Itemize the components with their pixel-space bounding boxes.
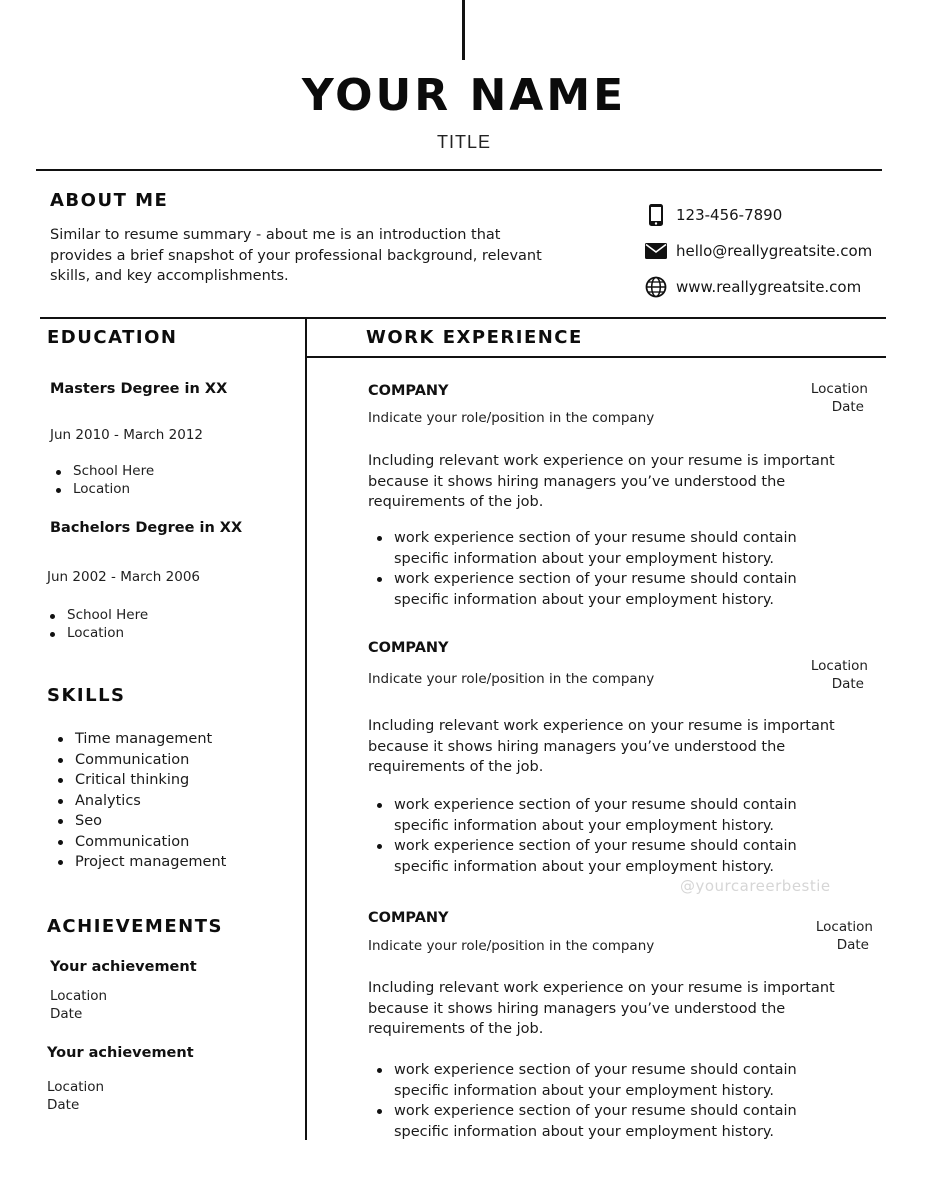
desc-line: requirements of the job. — [368, 494, 544, 510]
list-item: Critical thinking — [53, 770, 226, 791]
achievement-location: Location — [50, 988, 108, 1004]
work-desc-2 — [368, 716, 868, 778]
header-top-line — [462, 0, 465, 60]
achievement-location: Location — [47, 1079, 105, 1095]
desc-line: Including relevant work experience on your resume is important — [368, 718, 835, 734]
work-heading-underline — [307, 356, 886, 358]
list-item: Time management — [53, 729, 226, 750]
list-item — [372, 1101, 872, 1142]
list-item — [372, 836, 872, 877]
section-divider-top — [40, 317, 886, 319]
list-item — [372, 795, 872, 836]
bullet-line: work experience section of your resume should contain — [394, 1103, 797, 1119]
about-line: Similar to resume summary - about me is an introduction that — [50, 227, 501, 243]
work-location: Location — [810, 658, 868, 674]
contact-block — [644, 202, 872, 300]
desc-line: requirements of the job. — [368, 759, 544, 775]
email-text: hello@reallygreatsite.com — [676, 242, 873, 260]
header-divider — [36, 169, 882, 171]
bullet-line: specific information about your employment history. — [394, 591, 775, 608]
desc-line: because it shows hiring managers you’ve understood the — [368, 473, 786, 490]
mail-icon — [644, 239, 668, 263]
phone-icon — [644, 203, 668, 227]
list-item: School Here — [45, 606, 148, 624]
column-divider — [305, 317, 307, 1140]
about-heading: ABOUT ME — [50, 190, 169, 211]
bullet-line: specific information about your employment history. — [394, 817, 775, 834]
achievement-title-2: Your achievement — [47, 1045, 194, 1061]
phone-text: 123-456-7890 — [676, 206, 783, 224]
achievement-meta-1 — [50, 987, 107, 1023]
education-degree-2: Bachelors Degree in XX — [50, 520, 243, 536]
list-item: Analytics — [53, 791, 226, 812]
company-locdate-2 — [811, 657, 868, 693]
achievement-meta-2 — [47, 1078, 104, 1114]
achievement-title-1: Your achievement — [50, 959, 197, 975]
page-title-name: YOUR NAME — [301, 70, 627, 121]
page-subtitle-title: TITLE — [436, 132, 491, 152]
about-text — [50, 225, 610, 287]
company-name-3: COMPANY — [368, 910, 449, 926]
company-role-3: Indicate your role/position in the company — [368, 938, 655, 954]
list-item: Location — [45, 624, 148, 642]
skills-list — [53, 729, 226, 873]
bullet-line: work experience section of your resume should contain — [394, 530, 797, 546]
desc-line: requirements of the job. — [368, 1021, 544, 1037]
list-item — [372, 1060, 872, 1101]
work-date: Date — [831, 399, 864, 415]
list-item: Seo — [53, 811, 226, 832]
contact-email — [644, 238, 872, 264]
contact-phone — [644, 202, 872, 228]
achievement-date: Date — [50, 1006, 83, 1022]
work-location: Location — [810, 381, 868, 397]
watermark-text: @yourcareerbestie — [680, 877, 831, 895]
list-item: Project management — [53, 852, 226, 873]
work-desc-1 — [368, 451, 868, 513]
company-locdate-3 — [816, 918, 873, 954]
company-role-2: Indicate your role/position in the company — [368, 671, 655, 687]
company-role-1: Indicate your role/position in the company — [368, 410, 655, 426]
list-item: Location — [51, 480, 154, 498]
company-locdate-1 — [811, 380, 868, 416]
bullet-line: specific information about your employment history. — [394, 550, 775, 567]
desc-line: because it shows hiring managers you’ve understood the — [368, 1000, 786, 1017]
desc-line: because it shows hiring managers you’ve understood the — [368, 738, 786, 755]
education-list-2 — [45, 606, 148, 642]
skills-heading: SKILLS — [47, 685, 126, 706]
bullet-line: work experience section of your resume should contain — [394, 571, 797, 587]
education-degree-1: Masters Degree in XX — [50, 381, 228, 397]
achievements-heading: ACHIEVEMENTS — [47, 916, 223, 937]
education-dates-2: Jun 2002 - March 2006 — [47, 569, 200, 585]
about-line: provides a brief snapshot of your professional background, relevant — [50, 247, 542, 264]
bullet-line: work experience section of your resume should contain — [394, 838, 797, 854]
work-bullets-3 — [372, 1060, 872, 1142]
company-name-1: COMPANY — [368, 383, 449, 399]
education-list-1 — [51, 462, 154, 498]
work-bullets-2 — [372, 795, 872, 877]
bullet-line: specific information about your employment history. — [394, 1123, 775, 1140]
company-name-2: COMPANY — [368, 640, 449, 656]
contact-website — [644, 274, 872, 300]
list-item: School Here — [51, 462, 154, 480]
bullet-line: specific information about your employment history. — [394, 1082, 775, 1099]
list-item: Communication — [53, 750, 226, 771]
bullet-line: work experience section of your resume should contain — [394, 1062, 797, 1078]
education-dates-1: Jun 2010 - March 2012 — [50, 427, 203, 443]
work-location: Location — [815, 919, 873, 935]
website-text: www.reallygreatsite.com — [676, 278, 862, 296]
bullet-line: work experience section of your resume should contain — [394, 797, 797, 813]
work-date: Date — [831, 676, 864, 692]
list-item — [372, 528, 872, 569]
globe-icon — [644, 275, 668, 299]
education-heading: EDUCATION — [47, 327, 178, 348]
desc-line: Including relevant work experience on your resume is important — [368, 453, 835, 469]
list-item: Communication — [53, 832, 226, 853]
about-line: skills, and key accomplishments. — [50, 268, 289, 284]
work-date: Date — [836, 937, 869, 953]
achievement-date: Date — [47, 1097, 80, 1113]
work-bullets-1 — [372, 528, 872, 610]
list-item — [372, 569, 872, 610]
bullet-line: specific information about your employment history. — [394, 858, 775, 875]
work-heading: WORK EXPERIENCE — [366, 327, 583, 348]
work-desc-3 — [368, 978, 868, 1040]
desc-line: Including relevant work experience on your resume is important — [368, 980, 835, 996]
